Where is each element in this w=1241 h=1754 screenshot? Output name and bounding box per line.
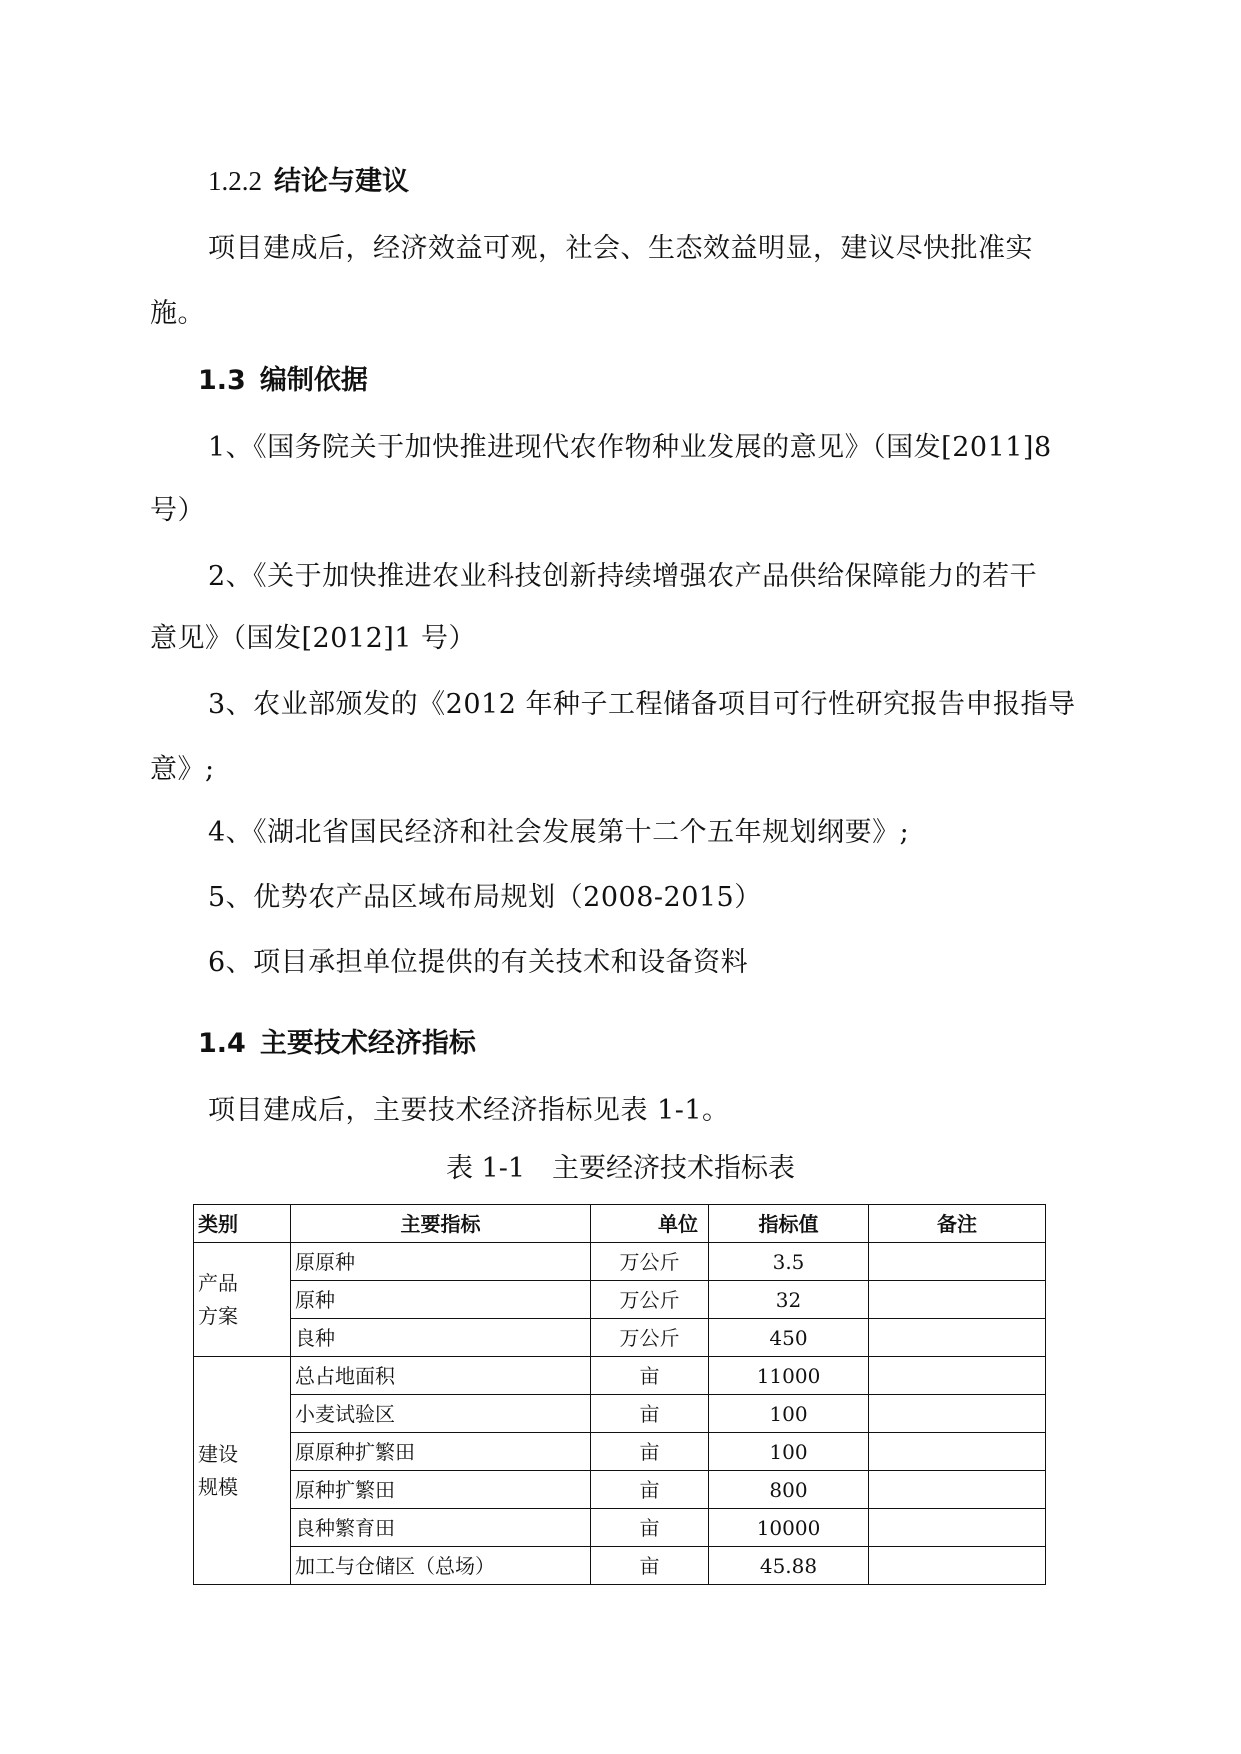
basis-item-1-line-1: 1、《国务院关于加快推进现代农作物种业发展的意见》（国发[2011]8: [208, 432, 1052, 463]
table-row: [194, 1243, 1046, 1281]
basis-item-3-line-1: 3、农业部颁发的《2012 年种子工程储备项目可行性研究报告申报指导: [208, 689, 1076, 720]
note-cell: [869, 1471, 1046, 1509]
table-row: [194, 1547, 1046, 1585]
value-cell: 11000: [709, 1357, 869, 1395]
note-cell: [869, 1509, 1046, 1547]
section-heading-1-3: [198, 364, 368, 398]
value-cell: 3.5: [709, 1243, 869, 1281]
section-heading-1-4: [198, 1027, 476, 1061]
indicator-cell: 总占地面积: [291, 1357, 591, 1395]
value-cell: 100: [709, 1433, 869, 1471]
section-number: 1.4: [198, 1028, 246, 1059]
value-cell: 32: [709, 1281, 869, 1319]
section-number: 1.3: [198, 365, 246, 396]
conclusion-paragraph-line-2: 施。: [150, 298, 205, 329]
table-row: [194, 1509, 1046, 1547]
category-label: 产品方案: [198, 1270, 238, 1328]
basis-item-2-line-2: 意见》（国发[2012]1 号）: [150, 623, 477, 654]
category-cell: [194, 1243, 291, 1357]
unit-cell: 亩: [591, 1547, 709, 1585]
value-cell: 800: [709, 1471, 869, 1509]
category-cell: [194, 1357, 291, 1585]
table-row: [194, 1281, 1046, 1319]
header-note: 备注: [869, 1205, 1046, 1243]
note-cell: [869, 1433, 1046, 1471]
note-cell: [869, 1243, 1046, 1281]
note-cell: [869, 1281, 1046, 1319]
header-value: 指标值: [709, 1205, 869, 1243]
indicators-table: [193, 1204, 1046, 1585]
basis-item-5: 5、优势农产品区域布局规划（2008-2015）: [208, 882, 762, 913]
note-cell: [869, 1395, 1046, 1433]
unit-cell: 万公斤: [591, 1243, 709, 1281]
table-row: [194, 1395, 1046, 1433]
header-indicator: 主要指标: [291, 1205, 591, 1243]
table-caption: 表 1-1 主要经济技术指标表: [445, 1153, 796, 1184]
section-heading-1-2-2: [208, 164, 409, 199]
indicator-cell: 良种繁育田: [291, 1509, 591, 1547]
indicators-intro: 项目建成后，主要技术经济指标见表 1-1。: [208, 1095, 730, 1126]
conclusion-paragraph-line-1: 项目建成后，经济效益可观，社会、生态效益明显，建议尽快批准实: [208, 233, 1033, 264]
value-cell: 45.88: [709, 1547, 869, 1585]
value-cell: 450: [709, 1319, 869, 1357]
unit-cell: 亩: [591, 1471, 709, 1509]
unit-cell: 亩: [591, 1395, 709, 1433]
unit-cell: 万公斤: [591, 1281, 709, 1319]
basis-item-4: 4、《湖北省国民经济和社会发展第十二个五年规划纲要》;: [208, 817, 910, 848]
table-row: [194, 1319, 1046, 1357]
value-cell: 100: [709, 1395, 869, 1433]
indicator-cell: 原原种扩繁田: [291, 1433, 591, 1471]
category-label: 建设规模: [198, 1441, 238, 1499]
indicator-cell: 原种: [291, 1281, 591, 1319]
indicator-cell: 良种: [291, 1319, 591, 1357]
value-cell: 10000: [709, 1509, 869, 1547]
header-category: 类别: [194, 1205, 291, 1243]
indicator-cell: 原原种: [291, 1243, 591, 1281]
indicator-cell: 小麦试验区: [291, 1395, 591, 1433]
table-header-row: [194, 1205, 1046, 1243]
table-row: [194, 1471, 1046, 1509]
section-title: 编制依据: [259, 365, 368, 396]
section-title: 结论与建议: [274, 166, 409, 197]
section-title: 主要技术经济指标: [259, 1028, 476, 1059]
section-number: 1.2.2: [208, 166, 262, 196]
basis-item-1-line-2: 号）: [150, 495, 205, 526]
indicator-cell: 原种扩繁田: [291, 1471, 591, 1509]
basis-item-6: 6、项目承担单位提供的有关技术和设备资料: [208, 947, 749, 978]
table-row: [194, 1433, 1046, 1471]
unit-cell: 亩: [591, 1357, 709, 1395]
basis-item-3-line-2: 意》;: [150, 754, 215, 785]
note-cell: [869, 1547, 1046, 1585]
unit-cell: 亩: [591, 1509, 709, 1547]
indicator-cell: 加工与仓储区（总场）: [291, 1547, 591, 1585]
unit-cell: 亩: [591, 1433, 709, 1471]
header-unit: 单位: [591, 1205, 709, 1243]
note-cell: [869, 1357, 1046, 1395]
table-row: [194, 1357, 1046, 1395]
unit-cell: 万公斤: [591, 1319, 709, 1357]
basis-item-2-line-1: 2、《关于加快推进农业科技创新持续增强农产品供给保障能力的若干: [208, 561, 1038, 592]
note-cell: [869, 1319, 1046, 1357]
